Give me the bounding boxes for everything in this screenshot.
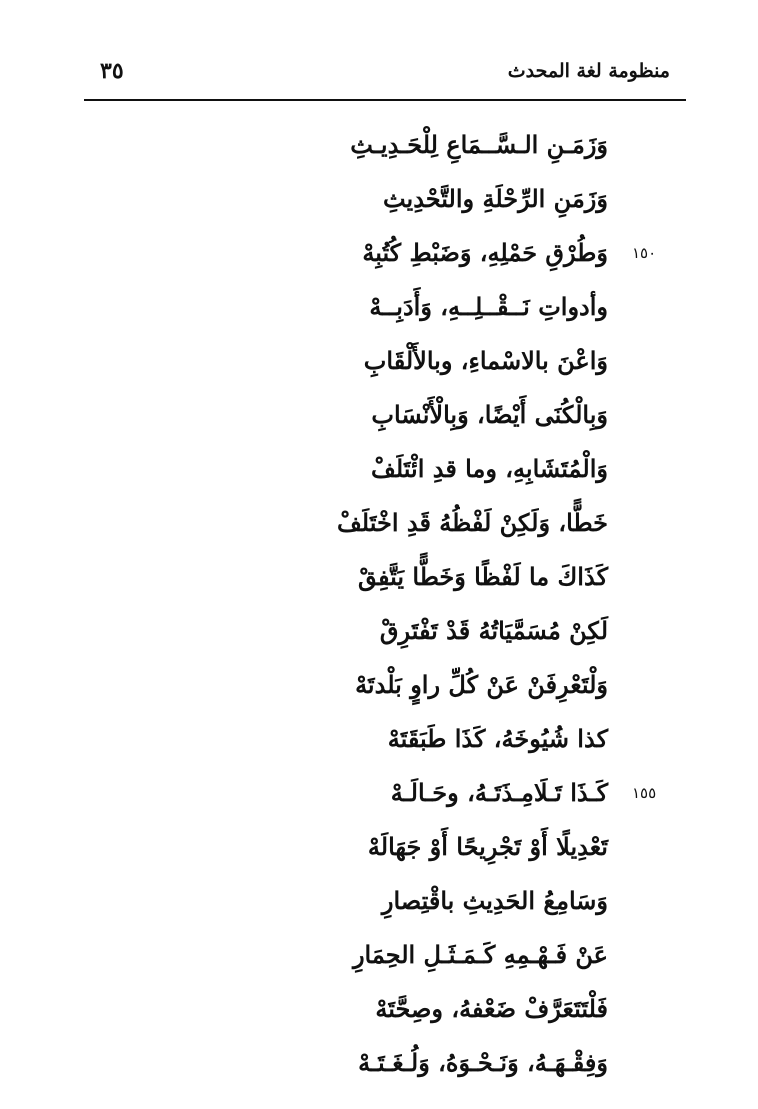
verse-line	[0, 820, 758, 874]
poem-body	[0, 118, 758, 1090]
verse-line	[0, 280, 758, 334]
verse-text: وَاعْنَ بالاسْماءِ، وبالأَلْقَابِ	[363, 346, 608, 375]
verse-line	[0, 334, 758, 388]
verse-line	[0, 172, 758, 226]
verse-text: كَـذَا تَـلَامِـذَتَـهُ، وحَـالَـهْ	[390, 778, 608, 807]
verse-text: وَلْتَعْرِفَنْ عَنْ كُلِّ راوٍ بَلْدتَهْ	[355, 670, 608, 699]
verse-text: كذا شُيُوخَهُ، كَذَا طَبَقَتَهْ	[387, 724, 608, 753]
verse-text: فَلْتَتَعَرَّفْ ضَعْفهُ، وصِحَّتَهْ	[375, 994, 608, 1023]
verse-line	[0, 388, 758, 442]
verse-text: وَزَمَـنِ الـسَّــمَاعِ لِلْحَـدِيـثِ	[350, 130, 608, 159]
verse-text: وَزَمَنِ الرِّحْلَةِ والتَّحْدِيثِ	[382, 184, 608, 213]
verse-text: وَفِقْـهَـهُ، وَنَـحْـوَهُ، وَلُـغَـتَـهْ	[358, 1048, 608, 1077]
page-number: ٣٥	[100, 58, 124, 84]
header-rule	[84, 99, 686, 101]
verse-text: وأدواتِ نَــقْــلِــهِ، وَأَدَبِــهْ	[369, 292, 608, 321]
verse-line	[0, 604, 758, 658]
page-header	[0, 50, 758, 100]
verse-line	[0, 442, 758, 496]
verse-line	[0, 766, 758, 820]
verse-line	[0, 550, 758, 604]
verse-text: لَكِنْ مُسَمَّيَاتُهُ قَدْ تَفْتَرِقْ	[379, 616, 608, 645]
verse-line	[0, 226, 758, 280]
verse-line	[0, 928, 758, 982]
verse-number: ١٥٠	[632, 244, 657, 262]
verse-line	[0, 496, 758, 550]
verse-text: وَطُرْقِ حَمْلِهِ، وَضَبْطِ كُتُبِهْ	[362, 238, 608, 267]
verse-line	[0, 874, 758, 928]
verse-line	[0, 658, 758, 712]
verse-text: وَالْمُتَشَابِهِ، وما قدِ ائْتَلَفْ	[371, 454, 608, 483]
verse-line	[0, 118, 758, 172]
verse-line	[0, 712, 758, 766]
verse-text: خَطًّا، وَلَكِنْ لَفْظُهُ قَدِ اخْتَلَفْ	[336, 508, 608, 537]
verse-text: كَذَاكَ ما لَفْظًا وَخَطًّا يَتَّفِقْ	[357, 562, 608, 591]
verse-text: وَبِالْكُنَى أَيْضًا، وَبِالْأَنْسَابِ	[371, 400, 608, 429]
verse-line	[0, 1036, 758, 1090]
verse-text: وَسَامِعُ الحَدِيثِ باقْتِصارِ	[381, 886, 608, 915]
running-title: منظومة لغة المحدث	[507, 60, 670, 82]
verse-line	[0, 982, 758, 1036]
verse-number: ١٥٥	[632, 784, 657, 802]
verse-text: تَعْدِيلًا أَوْ تَجْرِيحًا أَوْ جَهَالَهْ	[367, 832, 608, 861]
verse-text: عَنْ فَـهْـمِهِ كَـمَـثَـلِ الحِمَارِ	[352, 940, 608, 969]
